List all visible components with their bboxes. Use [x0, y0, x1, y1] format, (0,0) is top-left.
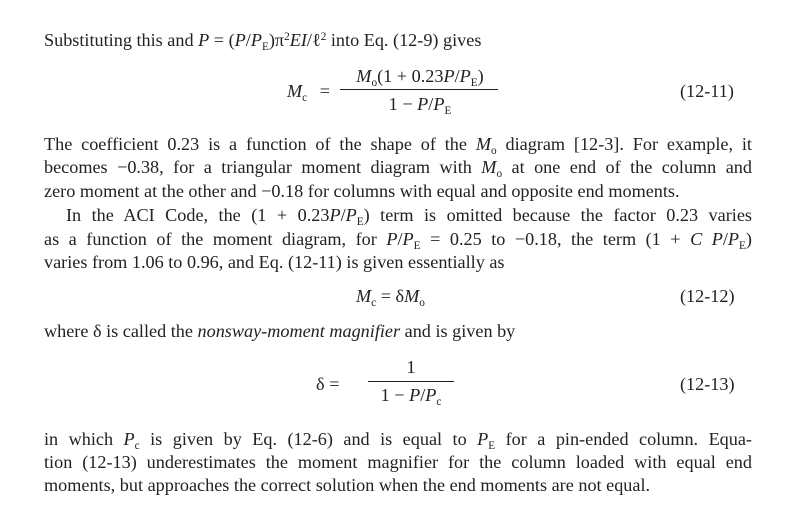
eq13-den-pc-sub: c [436, 395, 442, 408]
eq13-number: (12-13) [680, 374, 735, 394]
eq11-num-close: ) [477, 66, 484, 86]
para2-l1-a: In the ACI Code, the (1 + 0.23 [66, 205, 330, 225]
intro-formula-close: )π [268, 30, 285, 50]
para2-l2-slash: / [397, 229, 403, 249]
eq11-num-p: P [443, 66, 455, 86]
para2-l2-pe2-sub: E [739, 239, 746, 252]
para2-l2-p: P [386, 229, 398, 249]
para1-line1 [44, 133, 752, 155]
para2-line3: varies from 1.06 to 0.96, and Eq. (12-11) is given essentially as [44, 252, 505, 272]
eq11-num-sub: o [371, 76, 378, 89]
para1-line3: zero moment at the other and −0.18 for columns with equal and opposite end moments. [44, 181, 680, 201]
para2-l2-a: as a function of the moment diagram, for [44, 229, 387, 249]
para2-l2-close: ) [745, 229, 752, 249]
para4-l1-a: in which [44, 429, 124, 449]
intro-formula-p: P [198, 30, 210, 50]
eq11-num-rest: (1 + 0.23 [377, 66, 444, 86]
para4-line3: moments, but approaches the correct solution when the end moments are not equal. [44, 475, 651, 495]
para4-line1 [44, 428, 752, 450]
eq12-m2: M [404, 286, 420, 306]
eq11-lhs-sub: c [302, 91, 308, 104]
eq11-num-m: M [356, 66, 372, 86]
eq11-lhs-m: M [287, 81, 303, 101]
eq13-den-p: P [409, 385, 421, 405]
eq11-num-pe: P [459, 66, 471, 86]
intro-formula-eq: = ( [209, 30, 235, 50]
eq12-sub2: o [419, 296, 425, 309]
eq11-number: (12-11) [680, 81, 734, 101]
eq13-numerator: 1 [406, 357, 416, 377]
intro-text: Substituting this and [44, 30, 199, 50]
para3-b: and is given by [400, 321, 516, 341]
para3-term: nonsway-moment magnifier [197, 321, 401, 341]
para2-l1-pe: P [345, 205, 357, 225]
para4-l1-c: for a pin-ended column. Equa- [495, 429, 752, 449]
intro-formula-pe: P [250, 30, 262, 50]
eq11-lhs [287, 80, 330, 102]
eq12-number: (12-12) [680, 286, 735, 306]
intro-formula-pe-sub: E [261, 40, 269, 53]
intro-line [44, 29, 752, 51]
para1-l1-b: diagram [12-3]. For example, it [496, 134, 752, 154]
intro-formula-slash: / [245, 30, 251, 50]
para2-l2-cp: C P [690, 229, 723, 249]
eq11-fraction-bar [340, 89, 498, 90]
para1-l1-sub: o [490, 144, 497, 157]
eq11-den-slash: / [428, 94, 434, 114]
eq13-denominator [366, 384, 456, 406]
para4-l1-sub: c [134, 439, 140, 452]
para2-l2-pe-sub: E [413, 239, 421, 252]
intro-formula-p2: P [234, 30, 246, 50]
eq13-den-slash: / [420, 385, 426, 405]
para3-line [44, 320, 752, 342]
para2-l2-b: = 0.25 to −0.18, the term (1 + [420, 229, 691, 249]
para4-l1-b: is given by Eq. (12-6) and is equal to [139, 429, 478, 449]
para1-l2-b: at one end of the column and [502, 157, 752, 177]
para2-line1 [66, 204, 752, 226]
eq13-den-pc: P [425, 385, 437, 405]
eq11-den-p: P [417, 94, 429, 114]
eq13-fraction-bar [368, 381, 454, 382]
para4-l1-p: P [123, 429, 135, 449]
para1-line2 [44, 156, 752, 178]
eq11-num-pe-sub: E [470, 76, 478, 89]
para2-l2-pe: P [402, 229, 414, 249]
eq13-den-one: 1 − [380, 385, 410, 405]
intro-formula-sq: 2 [284, 31, 290, 44]
para2-l1-p: P [329, 205, 341, 225]
eq13-lhs: δ = [316, 374, 340, 394]
eq11-num-slash: / [454, 66, 460, 86]
para1-l1-m: M [475, 134, 491, 154]
para2-l2-pe2: P [727, 229, 740, 249]
intro-post: into Eq. (12-9) gives [326, 30, 482, 50]
intro-formula-sq2: 2 [320, 31, 327, 44]
intro-formula-div: /ℓ [306, 30, 321, 50]
para1-l2-sub: o [496, 167, 503, 180]
para2-line2 [44, 228, 752, 250]
para2-l1-b: ) term is omitted because the factor 0.23 varies [363, 205, 752, 225]
para1-l1-a: The coefficient 0.23 is a function of the shape of the [44, 134, 476, 154]
eq12-rest: = δ [376, 286, 405, 306]
para1-l2-a: becomes −0.38, for a triangular moment diagram with [44, 157, 482, 177]
eq11-den-one: 1 − [388, 94, 418, 114]
para4-l1-pe: P [477, 429, 489, 449]
eq11-equals: = [319, 81, 330, 101]
para2-l1-pe-sub: E [356, 215, 364, 228]
para2-l2-slash2: / [722, 229, 728, 249]
para4-line2: tion (12-13) underestimates the moment magnifier for the column loaded with equal end [44, 452, 752, 472]
para1-l2-m: M [481, 157, 497, 177]
eq12-body [356, 285, 425, 307]
eq11-den-pe-sub: E [444, 104, 452, 117]
para4-l1-pe-sub: E [488, 439, 496, 452]
eq11-den-pe: P [433, 94, 445, 114]
eq11-numerator [340, 65, 500, 87]
para2-l1-slash: / [340, 205, 346, 225]
para3-a: where δ is called the [44, 321, 198, 341]
eq11-denominator [340, 93, 500, 115]
eq12-sub: c [371, 296, 377, 309]
intro-formula-ei: EI [289, 30, 307, 50]
eq12-m: M [356, 286, 372, 306]
